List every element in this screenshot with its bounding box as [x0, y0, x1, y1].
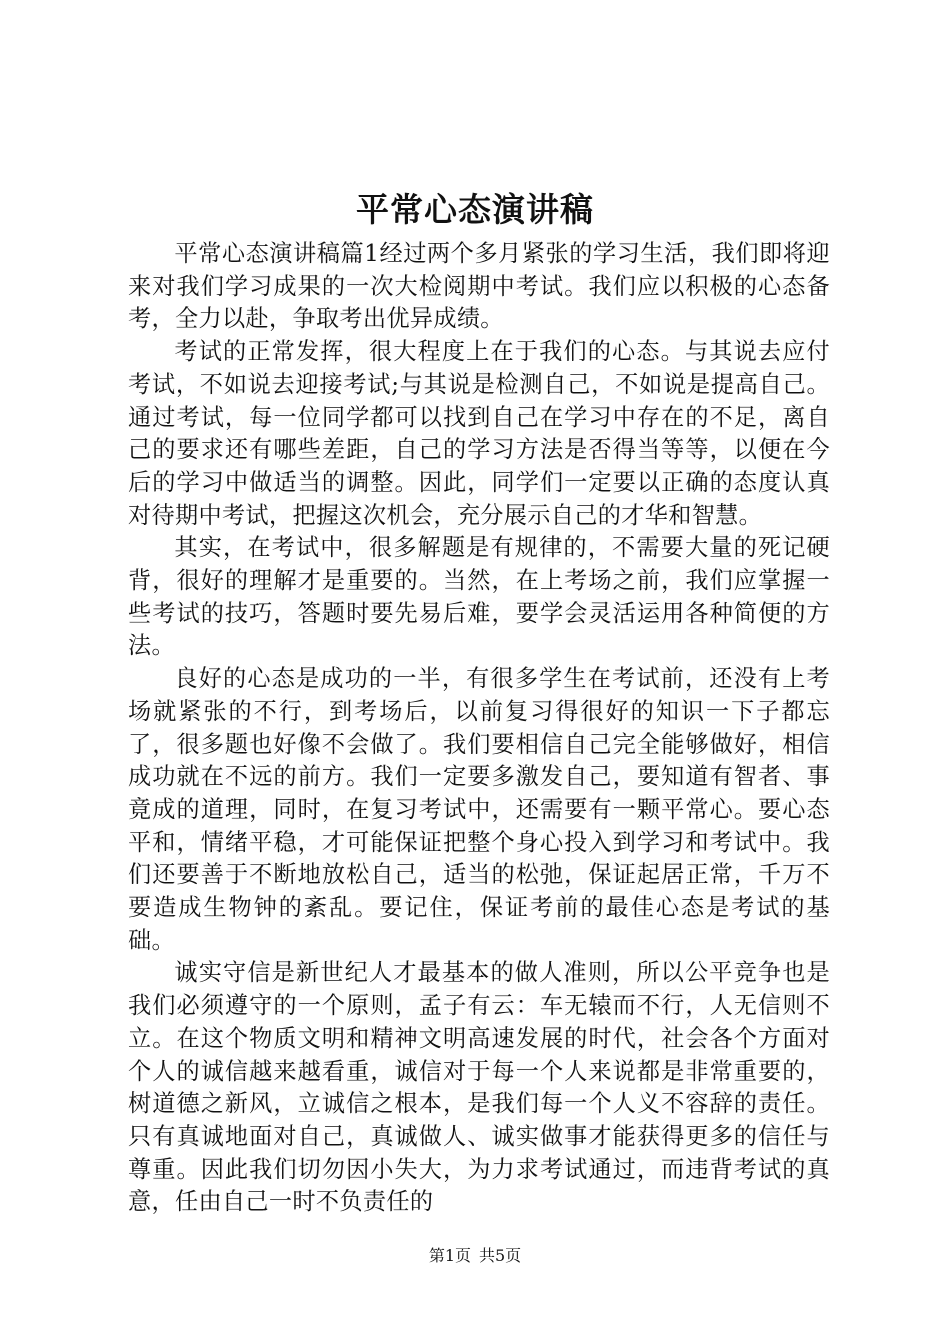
page-total: 共5页	[479, 1246, 522, 1265]
paragraph: 其实，在考试中，很多解题是有规律的，不需要大量的死记硬背，很好的理解才是重要的。当然，在上考场之前，我们应掌握一些考试的技巧，答题时要先易后难，要学会灵活运用各种简便的方法。	[128, 534, 830, 660]
paragraph: 考试的正常发挥，很大程度上在于我们的心态。与其说去应付考试，不如说去迎接考试;与其说是检测自己，不如说是提高自己。通过考试，每一位同学都可以找到自己在学习中存在的不足，离自己的要求还有哪些差距，自己的学习方法是否得当等等，以便在今后的学习中做适当的调整。因此，同学们一定要以正确的态度认真对待期中考试，把握这次机会，充分展示自己的才华和智慧。	[128, 338, 830, 529]
page-footer	[0, 1244, 950, 1268]
page-number: 第1页	[428, 1246, 471, 1265]
document-title: 平常心态演讲稿	[356, 190, 594, 229]
paragraph: 平常心态演讲稿篇1经过两个多月紧张的学习生活，我们即将迎来对我们学习成果的一次大检阅期中考试。我们应以积极的心态备考，全力以赴，争取考出优异成绩。	[128, 240, 830, 333]
paragraph: 诚实守信是新世纪人才最基本的做人准则，所以公平竞争也是我们必须遵守的一个原则，孟子有云：车无辕而不行，人无信则不立。在这个物质文明和精神文明高速发展的时代，社会各个方面对个人的诚信越来越看重，诚信对于每一个人来说都是非常重要的，树道德之新风，立诚信之根本，是我们每一个人义不容辞的责任。只有真诚地面对自己，真诚做人、诚实做事才能获得更多的信任与尊重。因此我们切勿因小失大，为力求考试通过，而违背考试的真意，任由自己一时不负责任的	[128, 959, 830, 1216]
paragraph: 良好的心态是成功的一半，有很多学生在考试前，还没有上考场就紧张的不行，到考场后，以前复习得很好的知识一下子都忘了，很多题也好像不会做了。我们要相信自己完全能够做好，相信成功就在不远的前方。我们一定要多激发自己，要知道有智者、事竟成的道理，同时，在复习考试中，还需要有一颗平常心。要心态平和，情绪平稳，才可能保证把整个身心投入到学习和考试中。我们还要善于不断地放松自己，适当的松弛，保证起居正常，千万不要造成生物钟的紊乱。要记住，保证考前的最佳心态是考试的基础。	[128, 665, 830, 954]
document-body	[128, 238, 830, 1219]
